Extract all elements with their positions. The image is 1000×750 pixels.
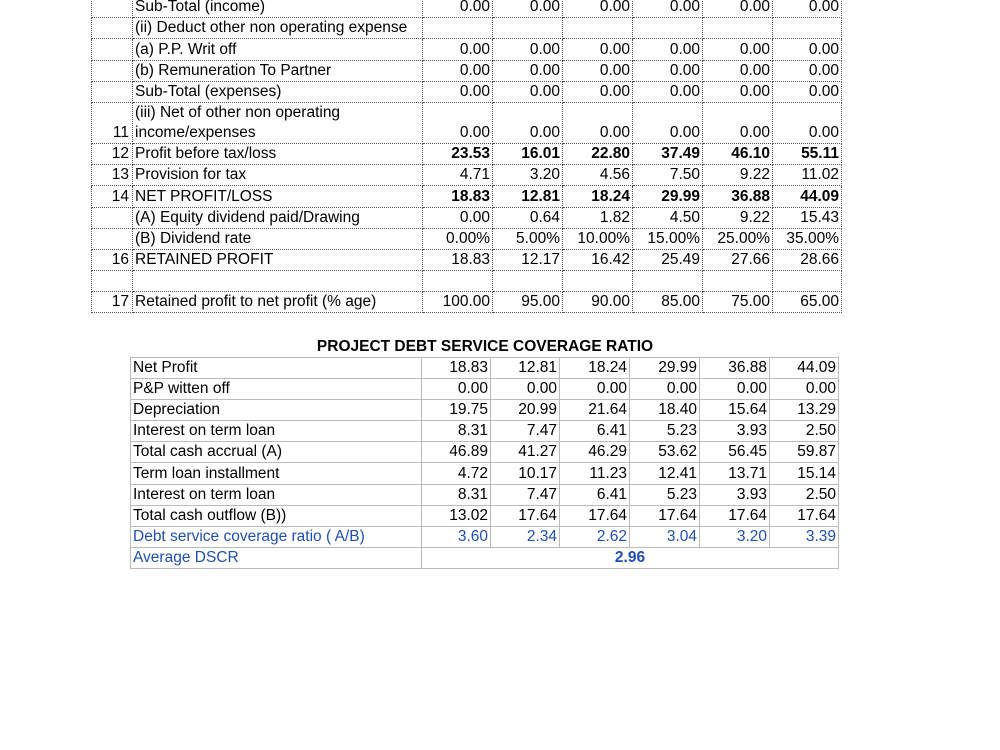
serial-number: 13 bbox=[92, 165, 133, 186]
cell: 44.09 bbox=[773, 186, 842, 207]
cell: 18.40 bbox=[630, 400, 700, 421]
table-row bbox=[131, 463, 839, 484]
cell: 4.71 bbox=[423, 165, 493, 186]
cell: 8.31 bbox=[422, 421, 491, 442]
cell: 0.00 bbox=[773, 60, 842, 81]
row-label: (b) Remuneration To Partner bbox=[133, 60, 423, 81]
cell: 0.00 bbox=[773, 39, 842, 60]
row-label: P&P witten off bbox=[131, 379, 422, 400]
cell: 17.64 bbox=[491, 505, 560, 526]
serial-number: 17 bbox=[92, 292, 133, 313]
cell: 12.17 bbox=[493, 249, 563, 270]
cell: 3.39 bbox=[770, 526, 839, 547]
cell: 37.49 bbox=[633, 143, 703, 164]
cell: 17.64 bbox=[630, 505, 700, 526]
serial-number bbox=[92, 60, 133, 81]
row-label: Sub-Total (income) bbox=[133, 0, 423, 18]
cell: 0.00% bbox=[423, 228, 493, 249]
table-row bbox=[131, 358, 839, 379]
cell bbox=[703, 18, 773, 39]
table-row bbox=[92, 60, 842, 81]
table-row bbox=[92, 207, 842, 228]
cell: 4.72 bbox=[422, 463, 491, 484]
row-label: Net Profit bbox=[131, 358, 422, 379]
cell: 9.22 bbox=[703, 207, 773, 228]
cell: 25.49 bbox=[633, 249, 703, 270]
cell: 0.64 bbox=[493, 207, 563, 228]
cell: 4.56 bbox=[563, 165, 633, 186]
cell: 15.00% bbox=[633, 228, 703, 249]
cell: 23.53 bbox=[423, 143, 493, 164]
row-label: Total cash outflow (B)) bbox=[131, 505, 422, 526]
cell: 0.00 bbox=[703, 81, 773, 102]
cell: 16.01 bbox=[493, 143, 563, 164]
serial-number bbox=[92, 81, 133, 102]
table-row bbox=[92, 81, 842, 102]
serial-number bbox=[92, 0, 133, 18]
cell: 7.47 bbox=[491, 484, 560, 505]
table-row bbox=[92, 18, 842, 39]
serial-number: 12 bbox=[92, 143, 133, 164]
cell: 5.23 bbox=[630, 421, 700, 442]
cell: 0.00 bbox=[770, 379, 839, 400]
cell: 0.00 bbox=[703, 39, 773, 60]
cell: 7.47 bbox=[491, 421, 560, 442]
row-label: RETAINED PROFIT bbox=[133, 249, 423, 270]
cell: 3.04 bbox=[630, 526, 700, 547]
cell: 46.10 bbox=[703, 143, 773, 164]
cell: 13.02 bbox=[422, 505, 491, 526]
cell: 12.41 bbox=[630, 463, 700, 484]
average-row bbox=[131, 547, 839, 568]
cell: 6.41 bbox=[560, 484, 630, 505]
blank-cell bbox=[703, 271, 773, 292]
cell: 0.00 bbox=[423, 0, 493, 18]
cell: 0.00 bbox=[703, 60, 773, 81]
cell: 1.82 bbox=[563, 207, 633, 228]
row-label: Interest on term loan bbox=[131, 484, 422, 505]
cell: 27.66 bbox=[703, 249, 773, 270]
cell: 3.20 bbox=[700, 526, 770, 547]
cell: 0.00 bbox=[493, 60, 563, 81]
cell: 0.00 bbox=[633, 39, 703, 60]
row-label: Retained profit to net profit (% age) bbox=[133, 292, 423, 313]
cell: 46.89 bbox=[422, 442, 491, 463]
cell: 36.88 bbox=[703, 186, 773, 207]
table-row bbox=[131, 379, 839, 400]
cell: 18.24 bbox=[563, 186, 633, 207]
cell: 0.00 bbox=[633, 60, 703, 81]
row-label: (B) Dividend rate bbox=[133, 228, 423, 249]
table-row bbox=[92, 39, 842, 60]
serial-number: 14 bbox=[92, 186, 133, 207]
cell: 0.00 bbox=[493, 81, 563, 102]
cell: 20.99 bbox=[491, 400, 560, 421]
cell: 0.00 bbox=[700, 379, 770, 400]
cell: 10.17 bbox=[491, 463, 560, 484]
cell: 12.81 bbox=[493, 186, 563, 207]
cell: 11.23 bbox=[560, 463, 630, 484]
cell: 12.81 bbox=[491, 358, 560, 379]
serial-number bbox=[92, 228, 133, 249]
cell: 0.00 bbox=[773, 102, 842, 143]
cell: 85.00 bbox=[633, 292, 703, 313]
cell: 59.87 bbox=[770, 442, 839, 463]
cell: 0.00 bbox=[633, 0, 703, 18]
cell: 2.34 bbox=[491, 526, 560, 547]
cell: 0.00 bbox=[563, 0, 633, 18]
cell: 0.00 bbox=[703, 0, 773, 18]
row-label: Profit before tax/loss bbox=[133, 143, 423, 164]
cell: 21.64 bbox=[560, 400, 630, 421]
blank-row bbox=[92, 271, 842, 292]
row-label: NET PROFIT/LOSS bbox=[133, 186, 423, 207]
cell: 3.20 bbox=[493, 165, 563, 186]
table-row bbox=[131, 421, 839, 442]
cell: 0.00 bbox=[563, 102, 633, 143]
table-row bbox=[131, 484, 839, 505]
table-row bbox=[92, 0, 842, 18]
cell: 17.64 bbox=[560, 505, 630, 526]
blank-cell bbox=[92, 271, 133, 292]
cell bbox=[563, 18, 633, 39]
row-label: Provision for tax bbox=[133, 165, 423, 186]
cell: 55.11 bbox=[773, 143, 842, 164]
cell: 16.42 bbox=[563, 249, 633, 270]
table-row bbox=[92, 249, 842, 270]
cell: 8.31 bbox=[422, 484, 491, 505]
table-row bbox=[92, 292, 842, 313]
row-label: (a) P.P. Writ off bbox=[133, 39, 423, 60]
serial-number: 16 bbox=[92, 249, 133, 270]
cell: 5.00% bbox=[493, 228, 563, 249]
cell: 2.50 bbox=[770, 484, 839, 505]
blank-cell bbox=[563, 271, 633, 292]
cell: 0.00 bbox=[423, 207, 493, 228]
cell: 100.00 bbox=[423, 292, 493, 313]
cell: 19.75 bbox=[422, 400, 491, 421]
table-row bbox=[131, 526, 839, 547]
row-label: (A) Equity dividend paid/Drawing bbox=[133, 207, 423, 228]
profit-loss-table bbox=[91, 0, 842, 313]
cell bbox=[633, 18, 703, 39]
cell: 13.29 bbox=[770, 400, 839, 421]
cell: 5.23 bbox=[630, 484, 700, 505]
cell bbox=[493, 18, 563, 39]
cell: 29.99 bbox=[630, 358, 700, 379]
dscr-table bbox=[130, 357, 839, 569]
cell: 0.00 bbox=[633, 81, 703, 102]
cell: 46.29 bbox=[560, 442, 630, 463]
cell: 36.88 bbox=[700, 358, 770, 379]
cell: 18.83 bbox=[422, 358, 491, 379]
serial-number bbox=[92, 207, 133, 228]
cell bbox=[773, 18, 842, 39]
cell: 22.80 bbox=[563, 143, 633, 164]
serial-number bbox=[92, 18, 133, 39]
serial-number bbox=[92, 39, 133, 60]
cell: 90.00 bbox=[563, 292, 633, 313]
row-label: Debt service coverage ratio ( A/B) bbox=[131, 526, 422, 547]
cell: 3.93 bbox=[700, 484, 770, 505]
blank-cell bbox=[423, 271, 493, 292]
cell: 0.00 bbox=[633, 102, 703, 143]
row-label: Total cash accrual (A) bbox=[131, 442, 422, 463]
cell: 44.09 bbox=[770, 358, 839, 379]
cell: 25.00% bbox=[703, 228, 773, 249]
cell: 0.00 bbox=[493, 39, 563, 60]
row-label: (iii) Net of other non operating income/expenses bbox=[133, 102, 423, 143]
table-row bbox=[131, 400, 839, 421]
cell: 0.00 bbox=[423, 39, 493, 60]
cell: 17.64 bbox=[700, 505, 770, 526]
table-row bbox=[92, 102, 842, 143]
cell: 0.00 bbox=[560, 379, 630, 400]
cell: 18.83 bbox=[423, 249, 493, 270]
cell: 10.00% bbox=[563, 228, 633, 249]
cell bbox=[423, 18, 493, 39]
cell: 9.22 bbox=[703, 165, 773, 186]
cell: 2.62 bbox=[560, 526, 630, 547]
cell: 0.00 bbox=[491, 379, 560, 400]
cell: 0.00 bbox=[423, 81, 493, 102]
cell: 15.14 bbox=[770, 463, 839, 484]
cell: 0.00 bbox=[563, 39, 633, 60]
serial-number: 11 bbox=[92, 102, 133, 143]
cell: 18.24 bbox=[560, 358, 630, 379]
cell: 0.00 bbox=[563, 81, 633, 102]
cell: 0.00 bbox=[423, 60, 493, 81]
cell: 13.71 bbox=[700, 463, 770, 484]
row-label: (ii) Deduct other non operating expense bbox=[133, 18, 423, 39]
cell: 35.00% bbox=[773, 228, 842, 249]
row-label: Term loan installment bbox=[131, 463, 422, 484]
cell: 0.00 bbox=[423, 102, 493, 143]
cell: 7.50 bbox=[633, 165, 703, 186]
average-label: Average DSCR bbox=[131, 547, 422, 568]
cell: 17.64 bbox=[770, 505, 839, 526]
cell: 0.00 bbox=[773, 81, 842, 102]
blank-cell bbox=[133, 271, 423, 292]
cell: 0.00 bbox=[630, 379, 700, 400]
cell: 4.50 bbox=[633, 207, 703, 228]
table-row bbox=[92, 228, 842, 249]
cell: 3.93 bbox=[700, 421, 770, 442]
cell: 0.00 bbox=[703, 102, 773, 143]
blank-cell bbox=[773, 271, 842, 292]
cell: 56.45 bbox=[700, 442, 770, 463]
cell: 29.99 bbox=[633, 186, 703, 207]
cell: 3.60 bbox=[422, 526, 491, 547]
cell: 0.00 bbox=[493, 0, 563, 18]
cell: 0.00 bbox=[773, 0, 842, 18]
blank-cell bbox=[633, 271, 703, 292]
table-row bbox=[131, 442, 839, 463]
table-row bbox=[131, 505, 839, 526]
cell: 53.62 bbox=[630, 442, 700, 463]
cell: 75.00 bbox=[703, 292, 773, 313]
cell: 18.83 bbox=[423, 186, 493, 207]
cell: 0.00 bbox=[422, 379, 491, 400]
cell: 0.00 bbox=[563, 60, 633, 81]
table-row bbox=[92, 165, 842, 186]
table-row bbox=[92, 186, 842, 207]
cell: 15.43 bbox=[773, 207, 842, 228]
table-row bbox=[92, 143, 842, 164]
cell: 11.02 bbox=[773, 165, 842, 186]
cell: 0.00 bbox=[493, 102, 563, 143]
row-label: Sub-Total (expenses) bbox=[133, 81, 423, 102]
cell: 28.66 bbox=[773, 249, 842, 270]
cell: 15.64 bbox=[700, 400, 770, 421]
blank-cell bbox=[493, 271, 563, 292]
cell: 6.41 bbox=[560, 421, 630, 442]
cell: 65.00 bbox=[773, 292, 842, 313]
dscr-title: PROJECT DEBT SERVICE COVERAGE RATIO bbox=[316, 338, 654, 355]
cell: 41.27 bbox=[491, 442, 560, 463]
row-label: Interest on term loan bbox=[131, 421, 422, 442]
average-value: 2.96 bbox=[422, 547, 839, 568]
row-label: Depreciation bbox=[131, 400, 422, 421]
cell: 2.50 bbox=[770, 421, 839, 442]
cell: 95.00 bbox=[493, 292, 563, 313]
